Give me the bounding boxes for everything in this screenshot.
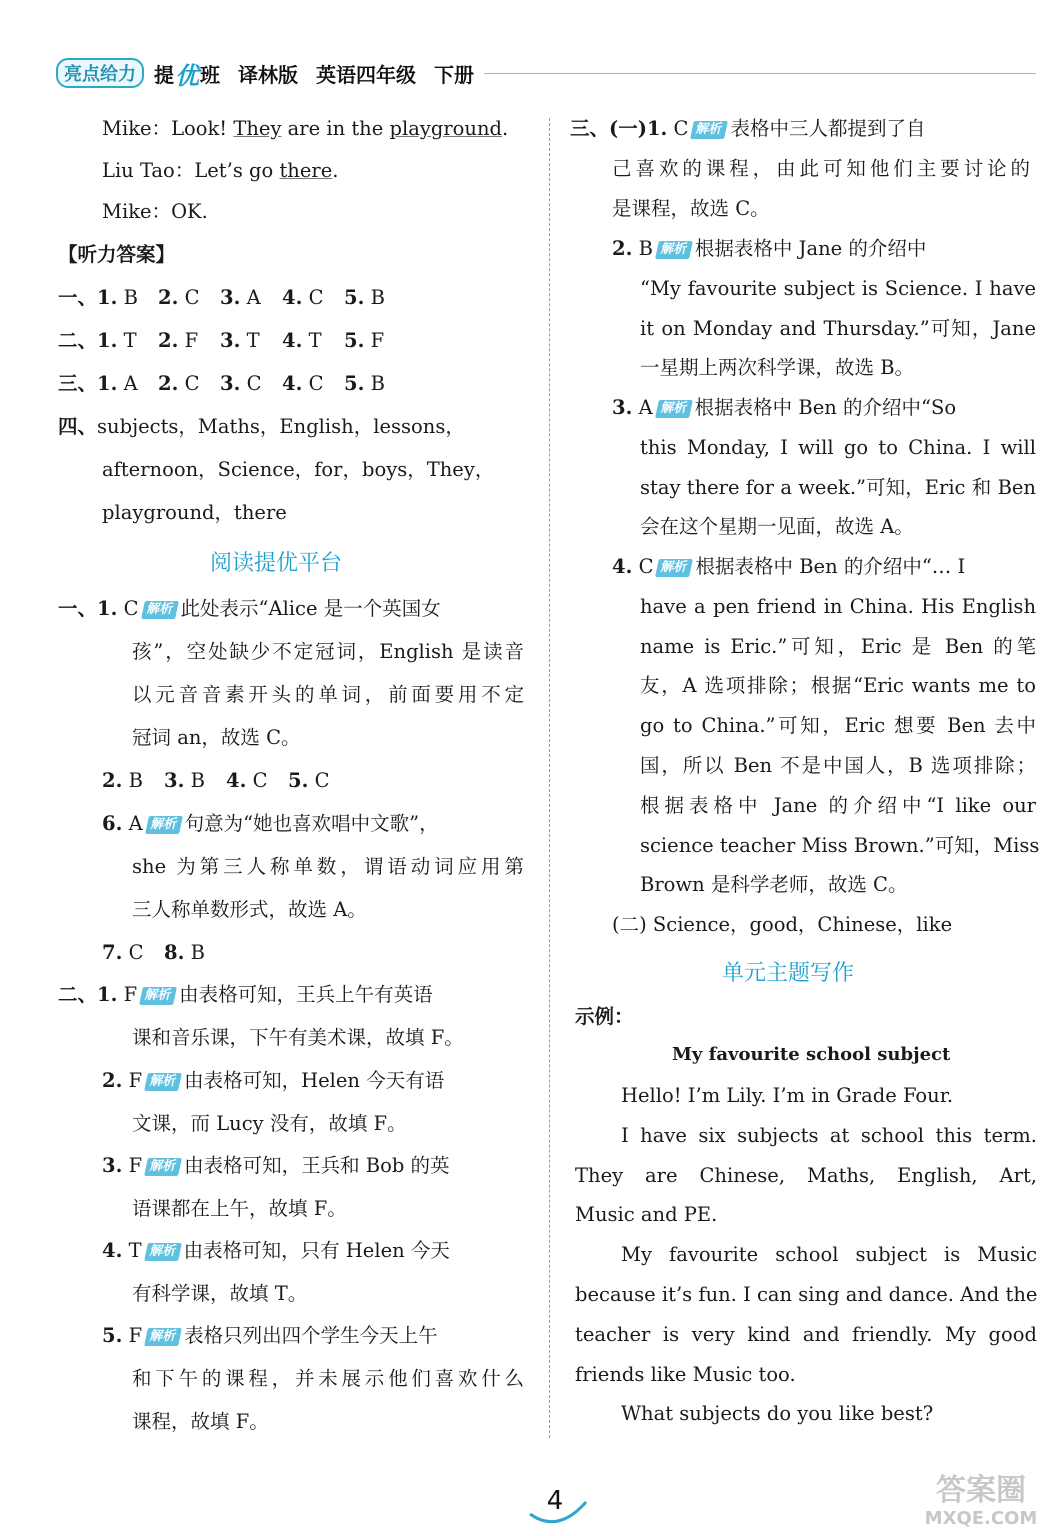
answer-block-line: 课和音乐课，下午有美术课，故填 F。 [132, 1026, 464, 1049]
analysis-tag: 解析 [144, 1328, 182, 1346]
answer-block-line: name is Eric.”可知，Eric 是 Ben 的笔 [640, 634, 1036, 658]
writing-section-title: 单元主题写作 [722, 961, 855, 986]
dialog-line-2: Liu Tao：Let’s go there. [102, 159, 339, 182]
edition: 译林版 [238, 62, 298, 87]
answer-block-line: this Monday, I will go to China. I will [640, 435, 1036, 459]
answer-block-line: 是课程，故选 C。 [612, 197, 770, 220]
answer-block-line: stay there for a week.”可知，Eric 和 Ben [640, 475, 1036, 499]
page-header [56, 58, 1036, 88]
essay-line: They are Chinese, Maths, English, Art, [575, 1163, 1037, 1187]
answer-block-first-line: 3. F 解析 由表格可知，王兵和 Bob 的英 [102, 1154, 450, 1177]
answer-block-line: 以元音音素开头的单词，前面要用不定 [132, 683, 524, 706]
series-left: 提 [154, 62, 174, 87]
answer-item: 2. B [102, 769, 143, 792]
essay-line: My favourite school subject is Music [621, 1243, 1037, 1267]
answer-block-first-line: 4. T 解析 由表格可知，只有 Helen 今天 [102, 1239, 450, 1262]
answer-block-line: 国，所以 Ben 不是中国人，B 选项排除； [640, 754, 1036, 777]
essay-line: friends like Music too. [575, 1362, 796, 1386]
answer-item: 2. C [158, 286, 200, 309]
answer-block-line: “My favourite subject is Science. I have [640, 276, 1036, 300]
listening-row: 二、1. T 2. F 3. T 4. T 5. F [58, 328, 406, 354]
answer-block-first-line: 5. F 解析 表格只列出四个学生今天上午 [102, 1324, 438, 1347]
listening-4-line-1: 四、subjects，Maths，English，lessons， [58, 415, 465, 438]
answer-item: 1. A [97, 372, 138, 395]
essay-title: My favourite school subject [672, 1044, 951, 1065]
answer-block-first-line: 2. B 解析 根据表格中 Jane 的介绍中 [612, 237, 927, 260]
answer-item: 8. B [164, 941, 205, 964]
answers-2-to-5 [102, 768, 350, 794]
answer-item: 3. B [164, 769, 205, 792]
answer-item: 3. T [220, 329, 260, 352]
subject-grade: 英语四年级 [316, 62, 416, 87]
answer-block-line: 会在这个星期一见面，故选 A。 [640, 515, 914, 539]
answer-block-line: 三人称单数形式，故选 A。 [132, 898, 367, 921]
answer-block-line: 文课，而 Lucy 没有，故填 F。 [132, 1112, 407, 1135]
answer-block-line: Brown 是科学老师，故选 C。 [640, 873, 908, 897]
answer-block-line: go to China.”可知，Eric 想要 Ben 去中 [640, 714, 1036, 738]
listening-row: 一、1. B 2. C 3. A 4. C 5. B [58, 285, 406, 311]
listening-row: 三、1. A 2. C 3. C 4. C 5. B [58, 371, 406, 397]
answer-block-line: 和下午的课程，并未展示他们喜欢什么 [132, 1367, 524, 1390]
answer-item: 4. C [282, 286, 324, 309]
answer-block-line: 己喜欢的课程，由此可知他们主要讨论的 [612, 157, 1030, 180]
answer-item: 7. C [102, 941, 144, 964]
svg-text:答案圈: 答案圈 [936, 1473, 1026, 1508]
answer-block-first-line: 3. A 解析 根据表格中 Ben 的介绍中“So [612, 396, 957, 419]
header-rule [484, 73, 1036, 74]
answer-block-line: 一星期上两次科学课，故选 B。 [640, 356, 915, 380]
series-name [154, 56, 220, 91]
listening-4-line-3: playground，there [102, 501, 287, 524]
answer-item: 5. C [288, 769, 330, 792]
answer-item: 3. A [220, 286, 261, 309]
answer-block-first-line: 4. C 解析 根据表格中 Ben 的介绍中“… I [612, 555, 966, 578]
answer-item: 2. F [158, 329, 199, 352]
analysis-tag: 解析 [144, 1243, 182, 1261]
analysis-tag: 解析 [144, 1073, 182, 1091]
answer-item: 4. C [226, 769, 268, 792]
answer-item: 5. B [344, 372, 385, 395]
page-number: 4 [546, 1486, 564, 1516]
svg-text:MXQE.COM: MXQE.COM [924, 1508, 1038, 1529]
answer-block-line: have a pen friend in China. His English [640, 594, 1036, 618]
answer-block-line: 友，A 选项排除；根据“Eric wants me to [640, 674, 1036, 698]
essay-line: Hello! I’m Lily. I’m in Grade Four. [621, 1084, 954, 1107]
essay-line: I have six subjects at school this term. [621, 1123, 1037, 1147]
answer-block-first-line: 三、(一)1. C 解析 表格中三人都提到了自 [570, 117, 926, 140]
analysis-tag: 解析 [691, 121, 729, 139]
answer-block-line: it on Monday and Thursday.”可知，Jane [640, 316, 1036, 340]
answer-block-line: science teacher Miss Brown.”可知，Miss [640, 833, 1040, 857]
series-right: 班 [200, 62, 220, 87]
essay-line: because it’s fun. I can sing and dance. And the [575, 1283, 1038, 1306]
analysis-tag: 解析 [145, 816, 183, 834]
answer-item: 1. T [97, 329, 137, 352]
listening-4-line-2: afternoon，Science，for，boys，They， [102, 458, 495, 481]
essay-line: teacher is very kind and friendly. My good [575, 1322, 1037, 1346]
answer-block-line: 孩”，空处缺少不定冠词，English 是读音 [132, 640, 524, 663]
analysis-tag: 解析 [655, 400, 693, 418]
dialog-line-1: Mike：Look! They are in the playground. [102, 117, 509, 140]
analysis-tag: 解析 [656, 559, 694, 577]
watermark-logo [917, 1464, 1045, 1530]
analysis-tag: 解析 [141, 601, 179, 619]
series-mid: 优 [175, 61, 199, 90]
analysis-tag: 解析 [144, 1158, 182, 1176]
answer-block-first-line: 2. F 解析 由表格可知，Helen 今天有语 [102, 1069, 445, 1092]
answer-block-line: she 为第三人称单数，谓语动词应用第 [132, 855, 524, 878]
answer-item: 3. C [220, 372, 262, 395]
answer-item: 5. F [344, 329, 385, 352]
answer-block-line: 有科学课，故填 T。 [132, 1282, 308, 1305]
answer-block-line: 课程，故填 F。 [132, 1410, 269, 1433]
answer-block-first-line: 6. A 解析 句意为“她也喜欢唱中文歌”， [102, 812, 439, 835]
page-number-swoosh [528, 1496, 588, 1530]
dialog-line-3: Mike：OK. [102, 200, 208, 223]
answer-item: 1. B [97, 286, 138, 309]
brand-badge: 亮点给力 [56, 58, 144, 88]
part-3-2-answers: (二) Science，good，Chinese，like [612, 913, 953, 936]
answer-block-line: 语课都在上午，故填 F。 [132, 1197, 347, 1220]
answers-7-to-8 [102, 940, 226, 966]
analysis-tag: 解析 [139, 987, 177, 1005]
answer-item: 4. C [282, 372, 324, 395]
essay-line: What subjects do you like best? [621, 1402, 934, 1426]
analysis-tag: 解析 [655, 241, 693, 259]
answer-item: 2. C [158, 372, 200, 395]
answer-block-line: 冠词 an，故选 C。 [132, 726, 301, 749]
listening-title: 【听力答案】 [58, 243, 176, 266]
volume: 下册 [434, 62, 474, 87]
answer-block-first-line: 二、1. F 解析 由表格可知，王兵上午有英语 [58, 983, 433, 1006]
answer-block-line: 根据表格中 Jane 的介绍中“I like our [640, 793, 1036, 817]
example-label: 示例： [575, 1005, 634, 1028]
reading-section-title: 阅读提优平台 [210, 551, 343, 576]
answer-block-first-line: 一、1. C 解析 此处表示“Alice 是一个英国女 [58, 597, 441, 620]
answer-item: 5. B [344, 286, 385, 309]
essay-line: Music and PE. [575, 1203, 718, 1227]
answer-item: 4. T [282, 329, 322, 352]
column-divider [549, 118, 550, 1438]
